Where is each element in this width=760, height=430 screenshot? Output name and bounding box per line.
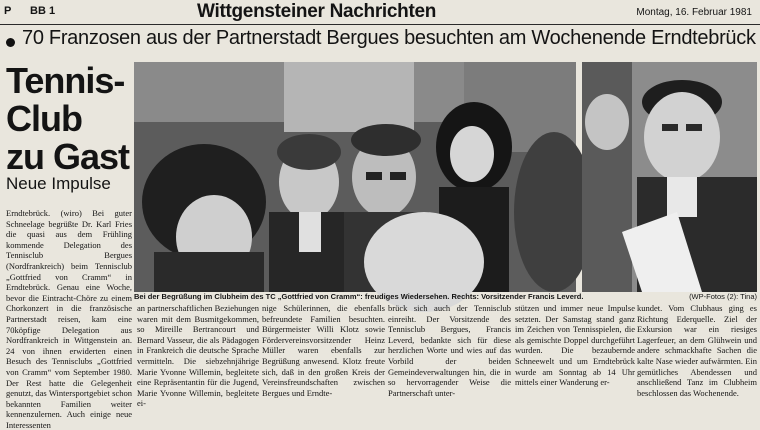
photo-greeting-crowd-image bbox=[134, 62, 576, 292]
photo-francis-leverd bbox=[582, 62, 757, 292]
section-label: BB 1 bbox=[30, 5, 56, 17]
article-title-line: zu Gast bbox=[6, 136, 130, 177]
article-column: Erndtebrück. (wiro) Bei guter Schneelage begrüßte Dr. Karl Fries die quasi aus dem Frühling kommende Delegation des Tennisclub Bergues (Nordfrankreich) beim Tennisclub „Gottfried von Cramm“ in Erndtebrück. Genau eine Woche, bevor die Eintracht-Chöre zu einem Chorkonzert in die französische Partnerstadt reisen, kam eine 70köpfige Delegation aus Nordfrankreich in Wittgenstein an. 24 von ihnen erwiderten einen Besuch des Tennisclubs „Gottfried von Cramm“ vom September 1980. Der Rest hatte die Gelegenheit genutzt, das Wintersportgebiet schon bekannten Familien weiter kennenzulernen. Auch einige neue Interessenten bbox=[6, 208, 132, 430]
caption-text: Bei der Begrüßung im Clubheim des TC „Gottfried von Cramm“: freudiges Wiedersehen. Rechts: Vorsitzender Francis Leverd. bbox=[134, 292, 584, 301]
article-title bbox=[6, 62, 131, 176]
photo-credit: (WP-Fotos (2): Tina) bbox=[689, 292, 757, 301]
headline-bullet-icon bbox=[6, 38, 15, 47]
headline: 70 Franzosen aus der Partnerstadt Bergues besuchten am Wochenende Erndtebrück bbox=[22, 27, 756, 49]
publication-date: Montag, 16. Februar 1981 bbox=[636, 7, 752, 18]
article-column: kundet. Vom Clubhaus ging es Richtung Ederquelle. Ziel der Exkursion war ein riesiges Lagerfeuer, an dem Glühwein und andere schmackhafte Sachen die kalte Nase wieder aufwärmten. Ein gemütliches Abendessen und anschließend Tanz im Clubheim beschlossen das Wochenende. bbox=[637, 303, 757, 398]
article-column: an partnerschaftlichen Beziehungen waren mit dem Busmitgekommen, so Mireille Bertrancourt und Bernard Vasseur, die als Pädagogen in Frankreich die deutsche Sprache vermitteln. Die siebzehnjährige Marie Yvonne Willemin, begleitete eine Repräsentantin für die Jugend, Marie Yvonne Willemin, begleitete ei- bbox=[137, 303, 259, 409]
newspaper-name: Wittgensteiner Nachrichten bbox=[197, 1, 437, 22]
article-column: brück sich auch der Tennisclub einreiht. Der Vorsitzende des Tennisclub Bergues, Francis Leverd, bedankte sich für diese herzlichen Worte und wies auf das Vorbild der beiden Gemeindeverwaltungen hin, die in so hervorragender Weise die Partnerschaft unter- bbox=[388, 303, 511, 398]
photo-francis-leverd-image bbox=[582, 62, 757, 292]
page-letter: P bbox=[4, 5, 12, 17]
photo-greeting-crowd bbox=[134, 62, 576, 292]
article-title-line: Tennis- bbox=[6, 60, 125, 101]
article-column: stützen und immer neue Impulse setzten. Der Samstag stand ganz im Zeichen von Tennisspielen, die als gemischte Doppel durchgeführt wurden. Die bezaubernde Schneewelt und um Erndtebrück wurde am Sonntag ab 14 Uhr mittels einer Wanderung er- bbox=[515, 303, 635, 388]
article-column: nige Schülerinnen, die ebenfalls befreundete Familien besuchten. Bürgermeister Willi Klotz sowie Fördervereinsvorsitzender Heinz Müller waren ebenfalls zur Begrüßung anwesend. Klotz freute sich, daß in den großen Kreis der Vereinsfreundschaften zwischen Bergues und Erndte- bbox=[262, 303, 385, 398]
article-title-line: Club bbox=[6, 98, 82, 139]
masthead bbox=[0, 0, 760, 25]
article-subtitle: Neue Impulse bbox=[6, 174, 111, 193]
photo-caption bbox=[134, 292, 757, 302]
